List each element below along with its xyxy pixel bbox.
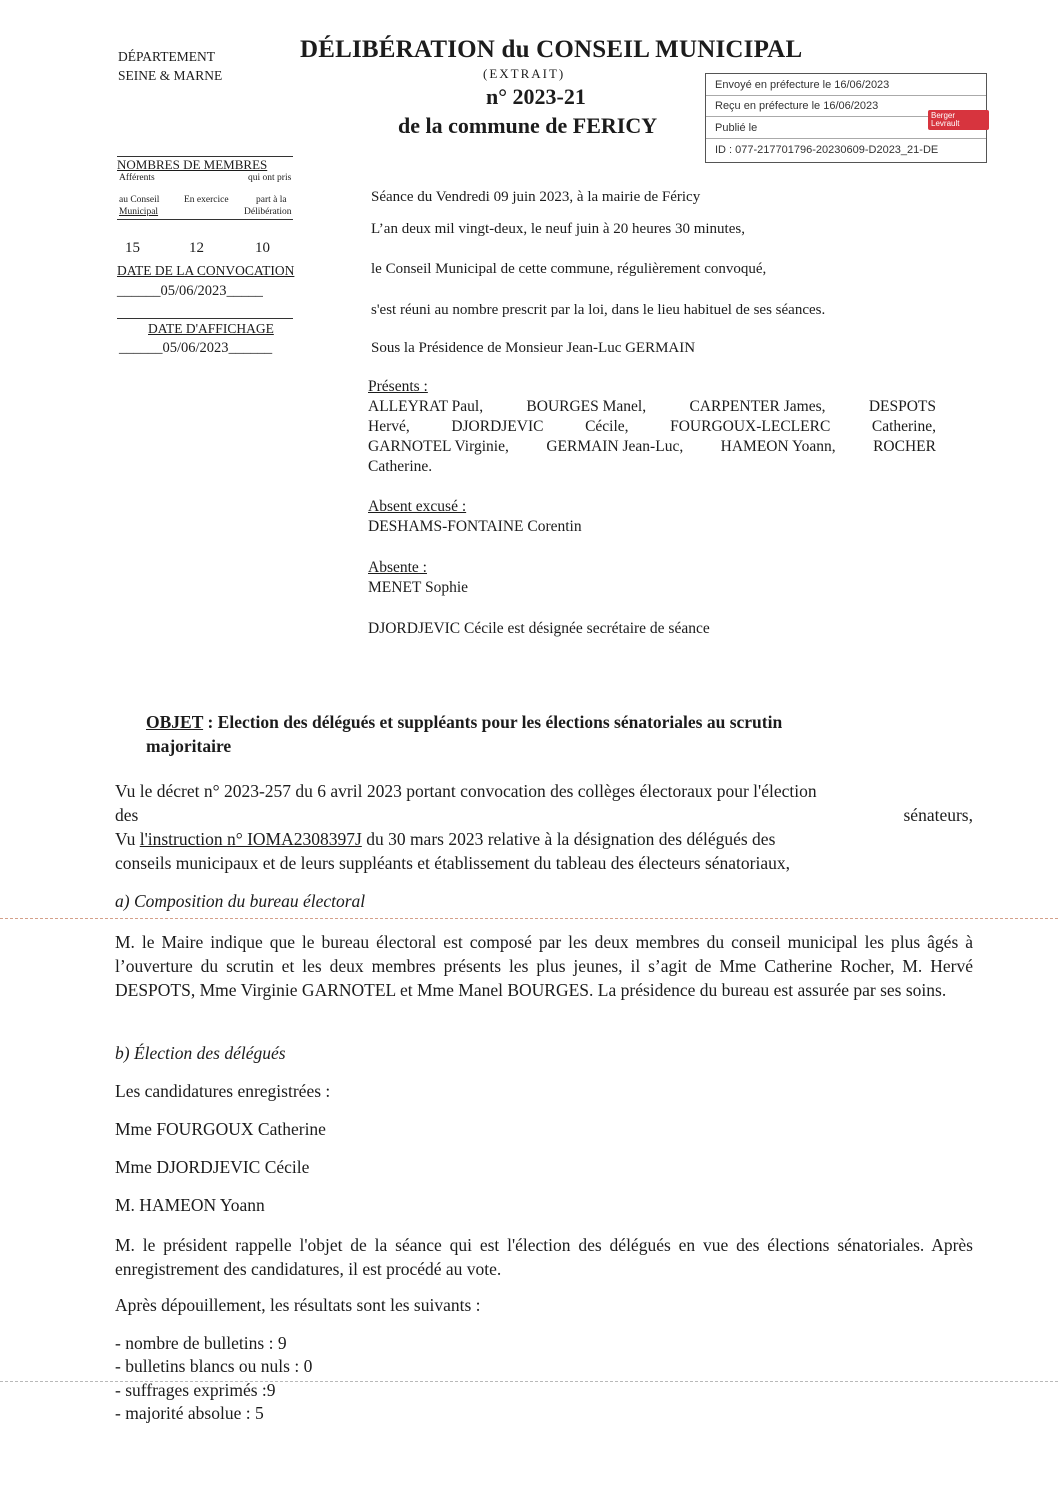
objet-label: OBJET: [146, 712, 204, 732]
afferents-label: Afférents: [119, 173, 155, 183]
vu-decret-line-2: des sénateurs,: [115, 805, 973, 825]
deliberation-number: n° 2023-21: [486, 84, 586, 109]
seance-line-5: Sous la Présidence de Monsieur Jean-Luc GERMAIN: [371, 340, 696, 356]
members-title: NOMBRES DE MEMBRES: [117, 157, 268, 172]
department-label: DÉPARTEMENT: [118, 49, 215, 64]
section-a-text: M. le Maire indique que le bureau électoral est composé par les deux membres du conseil municipal les plus âgés à l’ouverture du scrutin et les deux membres présents les plus jeunes, il s’agit de Mme Catherine Rocher, M. Hervé DESPOTS, Mme Virginie GARNOTEL et Mme Manel BOURGES. La présidence du bureau est assurée par ses soins.: [115, 932, 973, 1000]
objet-text-1: Election des délégués et suppléants pour les élections sénatoriales au scrutin: [217, 712, 783, 732]
instruction-reference: l'instruction n° IOMA2308397J: [139, 829, 362, 849]
qui-ont-pris-label: qui ont pris: [248, 173, 292, 183]
extrait-label: (EXTRAIT): [483, 66, 566, 81]
convocation-label: DATE DE LA CONVOCATION: [117, 263, 295, 278]
candidate-item: Mme FOURGOUX Catherine: [115, 1119, 326, 1139]
presents-line-4: Catherine.: [368, 458, 433, 475]
en-exercice-label: En exercice: [184, 195, 229, 205]
stamp-id: ID : 077-217701796-20230609-D2023_21-DE: [715, 144, 939, 156]
seance-line-1: Séance du Vendredi 09 juin 2023, à la mairie de Féricy: [371, 189, 701, 205]
seance-line-2: L’an deux mil vingt-deux, le neuf juin à 20 heures 30 minutes,: [371, 221, 745, 237]
section-a-title: a) Composition du bureau électoral: [115, 891, 366, 911]
absent-excuse-name: DESHAMS-FONTAINE Corentin: [368, 518, 582, 535]
count-exercice: 12: [189, 240, 204, 256]
result-item: - suffrages exprimés :9: [115, 1380, 276, 1400]
stamp-envoye: Envoyé en préfecture le 16/06/2023: [715, 79, 890, 91]
presents-line-3: GARNOTEL Virginie, GERMAIN Jean-Luc, HAMEON Yoann, ROCHER: [368, 438, 936, 455]
count-afferents: 15: [125, 240, 140, 256]
deliberation-label: Délibération: [244, 207, 292, 217]
section-b-title: b) Élection des délégués: [115, 1043, 286, 1063]
candidate-item: M. HAMEON Yoann: [115, 1195, 265, 1215]
affichage-label: DATE D'AFFICHAGE: [148, 321, 274, 336]
rappel-text: M. le président rappelle l'objet de la séance qui est l'élection des délégués en vue des élections sénatoriales. Après enregistrement des candidatures, il est procédé au vote.: [115, 1235, 973, 1279]
document-title: DÉLIBÉRATION du CONSEIL MUNICIPAL: [300, 36, 803, 63]
candidatures-label: Les candidatures enregistrées :: [115, 1081, 331, 1101]
vu-instruction-line-2: conseils municipaux et de leurs suppléants et établissement du tableau des électeurs sénatoriaux,: [115, 853, 790, 873]
secretaire-line: DJORDJEVIC Cécile est désignée secrétaire de séance: [368, 620, 710, 637]
absente-label: Absente :: [368, 559, 427, 576]
presents-line-1: ALLEYRAT Paul, BOURGES Manel, CARPENTER James, DESPOTS: [368, 398, 936, 415]
result-item: - bulletins blancs ou nuls : 0: [115, 1356, 313, 1376]
part-a-la-label: part à la: [256, 195, 287, 205]
result-item: - nombre de bulletins : 9: [115, 1333, 287, 1353]
stamp-publie: Publié le: [715, 122, 758, 134]
commune-name: de la commune de FERICY: [398, 113, 658, 138]
objet: OBJET : Election des délégués et suppléants pour les élections sénatoriales au scrutin majoritaire: [146, 712, 783, 756]
vu-decret-line-1: Vu le décret n° 2023-257 du 6 avril 2023 portant convocation des collèges électoraux pour l'élection: [115, 781, 817, 801]
berger-levrault-logo: Berger Levrault: [928, 110, 989, 130]
prefecture-stamp: [705, 73, 987, 163]
result-item: - majorité absolue : 5: [115, 1403, 264, 1423]
seance-line-3: le Conseil Municipal de cette commune, régulièrement convoqué,: [371, 261, 767, 277]
department-name: SEINE & MARNE: [118, 68, 223, 83]
au-conseil-label: au Conseil: [119, 195, 160, 205]
convocation-date: ______05/06/2023_____: [117, 283, 263, 299]
presents-line-2: Hervé, DJORDJEVIC Cécile, FOURGOUX-LECLERC Catherine,: [368, 418, 936, 435]
absente-name: MENET Sophie: [368, 579, 469, 596]
count-deliberation: 10: [255, 240, 270, 256]
stamp-recu: Reçu en préfecture le 16/06/2023: [715, 100, 879, 112]
department: [118, 47, 222, 85]
objet-text-2: majoritaire: [146, 736, 232, 756]
resultats-label: Après dépouillement, les résultats sont les suivants :: [115, 1295, 481, 1315]
vu-instruction-line-1: Vu l'instruction n° IOMA2308397J du 30 mars 2023 relative à la désignation des délégués des: [115, 829, 776, 849]
affichage-date: ______05/06/2023______: [119, 340, 273, 356]
seance-line-4: s'est réuni au nombre prescrit par la loi, dans le lieu habituel de ses séances.: [371, 302, 826, 318]
presents-label: Présents :: [368, 378, 428, 395]
municipal-label: Municipal: [119, 207, 159, 217]
candidate-item: Mme DJORDJEVIC Cécile: [115, 1157, 310, 1177]
absent-excuse-label: Absent excusé :: [368, 498, 467, 515]
